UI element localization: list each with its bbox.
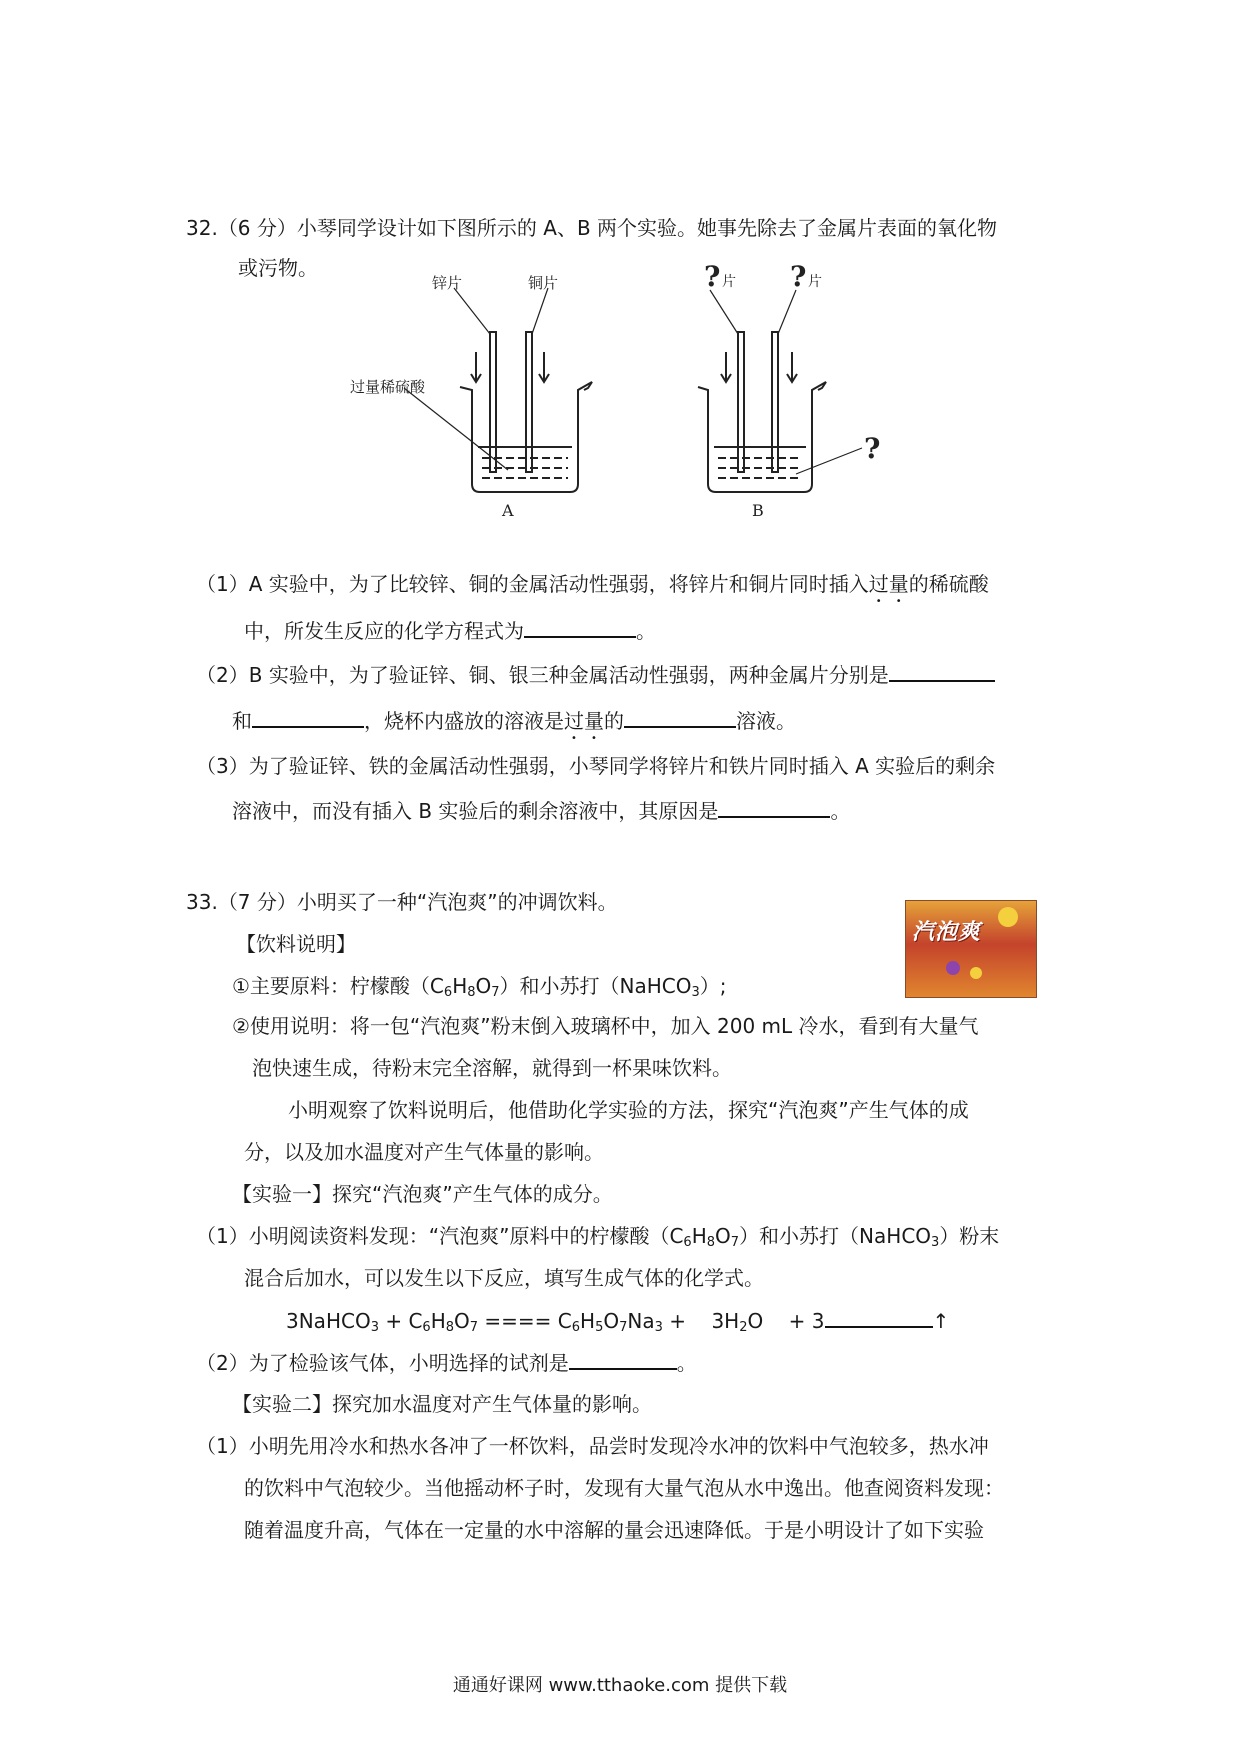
q32-number: 32. (186, 216, 218, 240)
e1-part1-line1 (196, 1222, 999, 1257)
subscript: 7 (619, 1320, 628, 1335)
formula-part: O (715, 1224, 731, 1248)
experiment2-header: 【实验二】探究加水温度对产生气体量的影响。 (232, 1392, 652, 1416)
answer-blank[interactable] (889, 660, 995, 682)
zinc-strip (490, 332, 496, 472)
eq-part: + C (378, 1309, 423, 1333)
q32-intro-line2: 或污物。 (238, 256, 318, 280)
q32-score: （6 分） (217, 216, 297, 240)
answer-blank[interactable] (252, 706, 364, 728)
q33-intro (186, 888, 618, 916)
unknown-metal-1: ? (704, 262, 721, 293)
subscript: 8 (445, 1320, 455, 1335)
eq-part: H (580, 1309, 596, 1333)
reagent-blank[interactable] (569, 1348, 677, 1370)
emphasis-excess: 过量 (564, 709, 604, 733)
fruit-decoration (970, 967, 982, 979)
solution-word: 溶液。 (736, 709, 796, 733)
e1-text: 小明阅读资料发现：“汽泡爽”原料中的柠檬酸（C (248, 1224, 684, 1248)
observation-line1: 小明观察了饮料说明后，他借助化学实验的方法，探究“汽泡爽”产生气体的成 (288, 1098, 969, 1122)
chemical-equation (286, 1306, 949, 1342)
q32-part2-line2 (232, 706, 796, 744)
e2-part1-line1 (196, 1432, 989, 1460)
beaker-experiment-figure (340, 262, 900, 522)
drink-logo: 汽泡爽 (912, 920, 982, 945)
beaker-b (698, 290, 862, 492)
experiment1-header: 【实验一】探究“汽泡爽”产生气体的成分。 (232, 1182, 613, 1206)
e2-part1-line2: 的饮料中气泡较少。当他摇动杯子时，发现有大量气泡从水中逸出。他查阅资料发现： (244, 1476, 1004, 1500)
subscript: 6 (683, 1235, 692, 1250)
unknown-metal-2: ? (790, 262, 807, 293)
part-number: （2） (196, 1351, 249, 1375)
fruit-decoration (998, 907, 1018, 927)
period: 。 (636, 619, 656, 643)
q32-part2-text2: ，烧杯内盛放的溶液是 (364, 709, 564, 733)
q33-intro-text: 小明买了一种“汽泡爽”的冲调饮料。 (296, 890, 618, 914)
copper-label: 铜片 (528, 274, 559, 292)
eq-part: O + 3 (747, 1309, 825, 1333)
eq-part: Na (627, 1309, 655, 1333)
ingredient-text: ）和小苏打（NaHCO (499, 974, 692, 998)
subscript: 5 (595, 1320, 604, 1335)
e1-text: ）粉末 (939, 1224, 1000, 1248)
q32-intro-line1 (186, 214, 997, 242)
subscript: 8 (706, 1235, 716, 1250)
piece-suffix-2: 片 (808, 274, 822, 290)
of-word: 的 (604, 709, 624, 733)
and-word: 和 (232, 709, 252, 733)
formula-part: O (475, 974, 492, 998)
zinc-label: 锌片 (432, 274, 463, 292)
subscript: 6 (422, 1320, 431, 1335)
q32-part1-line2 (244, 616, 656, 645)
q32-part2-line1 (196, 660, 995, 689)
eq-part: ==== C (478, 1309, 572, 1333)
e1-part2-text: 为了检验该气体，小明选择的试剂是 (248, 1351, 569, 1375)
q32-part1-text-end: 的稀硫酸 (908, 572, 989, 596)
page-footer: 通通好课网 www.tthaoke.com 提供下载 (452, 1675, 788, 1696)
subscript: 6 (443, 985, 453, 1000)
ingredient-text: ①主要原料：柠檬酸（C (232, 974, 444, 998)
q32-part2-text: B 实验中，为了验证锌、铜、银三种金属活动性强弱，两种金属片分别是 (248, 663, 889, 687)
subscript: 7 (491, 985, 500, 1000)
q32-part3-prompt: 溶液中，而没有插入 B 实验后的剩余溶液中，其原因是 (232, 799, 719, 823)
ingredients-line (232, 972, 727, 1007)
eq-part: 3NaHCO (286, 1309, 371, 1333)
unknown-solution: ? (864, 432, 881, 465)
drink-description-header: 【饮料说明】 (236, 932, 356, 956)
eq-part: H (430, 1309, 446, 1333)
beaker-a (404, 288, 592, 492)
answer-blank[interactable] (718, 796, 830, 818)
subscript: 3 (370, 1320, 379, 1335)
q32-part3-text: 为了验证锌、铁的金属活动性强弱，小琴同学将锌片和铁片同时插入 A 实验后的剩余 (248, 754, 996, 778)
subscript: 2 (739, 1320, 748, 1335)
acid-label: 过量稀硫酸 (350, 378, 426, 396)
beaker-b-label: B (752, 501, 764, 520)
ingredient-end: ）; (699, 974, 727, 998)
q32-part1-prompt: 中，所发生反应的化学方程式为 (244, 619, 524, 643)
gas-arrow: ↑ (932, 1309, 950, 1333)
q32-part3-line2 (232, 796, 850, 825)
q32-part3-number: （3） (196, 754, 249, 778)
e1-part2 (196, 1348, 697, 1377)
q33-score: （7 分） (217, 890, 297, 914)
usage-line2: 泡快速生成，待粉末完全溶解，就得到一杯果味饮料。 (252, 1056, 732, 1080)
period: 。 (830, 799, 851, 823)
subscript: 3 (931, 1235, 940, 1250)
e1-part1-line2: 混合后加水，可以发生以下反应，填写生成气体的化学式。 (244, 1266, 764, 1290)
metal-strip-1 (738, 332, 744, 472)
copper-strip (526, 332, 532, 472)
subscript: 3 (691, 985, 700, 1000)
beaker-a-label: A (502, 501, 514, 520)
eq-part: O (454, 1309, 470, 1333)
eq-part: + 3H (662, 1309, 740, 1333)
subscript: 3 (654, 1320, 663, 1335)
observation-line2: 分，以及加水温度对产生气体量的影响。 (244, 1140, 604, 1164)
q32-intro-text: 小琴同学设计如下图所示的 A、B 两个实验。她事先除去了金属片表面的氧化物 (296, 216, 998, 240)
period: 。 (676, 1351, 697, 1375)
piece-suffix-1: 片 (722, 274, 736, 290)
subscript: 6 (571, 1320, 581, 1335)
answer-blank[interactable] (524, 616, 636, 638)
drink-product-image (905, 900, 1037, 998)
usage-line1: ②使用说明：将一包“汽泡爽”粉末倒入玻璃杯中，加入 200 mL 冷水，看到有大量气 (232, 1014, 979, 1038)
e2-part1-line3: 随着温度升高，气体在一定量的水中溶解的量会迅速降低。于是小明设计了如下实验 (244, 1518, 984, 1542)
answer-blank[interactable] (624, 706, 736, 728)
q32-part3-line1 (196, 752, 995, 780)
subscript: 7 (469, 1320, 479, 1335)
e2-text: 小明先用冷水和热水各冲了一杯饮料，品尝时发现冷水冲的饮料中气泡较多，热水冲 (248, 1434, 989, 1458)
q32-part1-text: A 实验中，为了比较锌、铜的金属活动性强弱，将锌片和铜片同时插入 (248, 572, 869, 596)
metal-strip-2 (772, 332, 778, 472)
eq-part: O (603, 1309, 620, 1333)
formula-part: H (691, 1224, 707, 1248)
gas-formula-blank[interactable] (825, 1306, 933, 1328)
subscript: 8 (467, 985, 476, 1000)
e1-text: ）和小苏打（NaHCO (739, 1224, 932, 1248)
subscript: 7 (730, 1235, 740, 1250)
fruit-decoration (946, 961, 960, 975)
formula-part: H (452, 974, 468, 998)
q32-part2-number: （2） (196, 663, 249, 687)
part-number: （1） (196, 1224, 249, 1248)
q33-number: 33. (186, 890, 218, 914)
q32-part1-number: （1） (196, 572, 249, 596)
emphasis-excess: 过量 (868, 572, 909, 596)
q32-part1-line1 (196, 570, 989, 607)
part-number: （1） (196, 1434, 249, 1458)
